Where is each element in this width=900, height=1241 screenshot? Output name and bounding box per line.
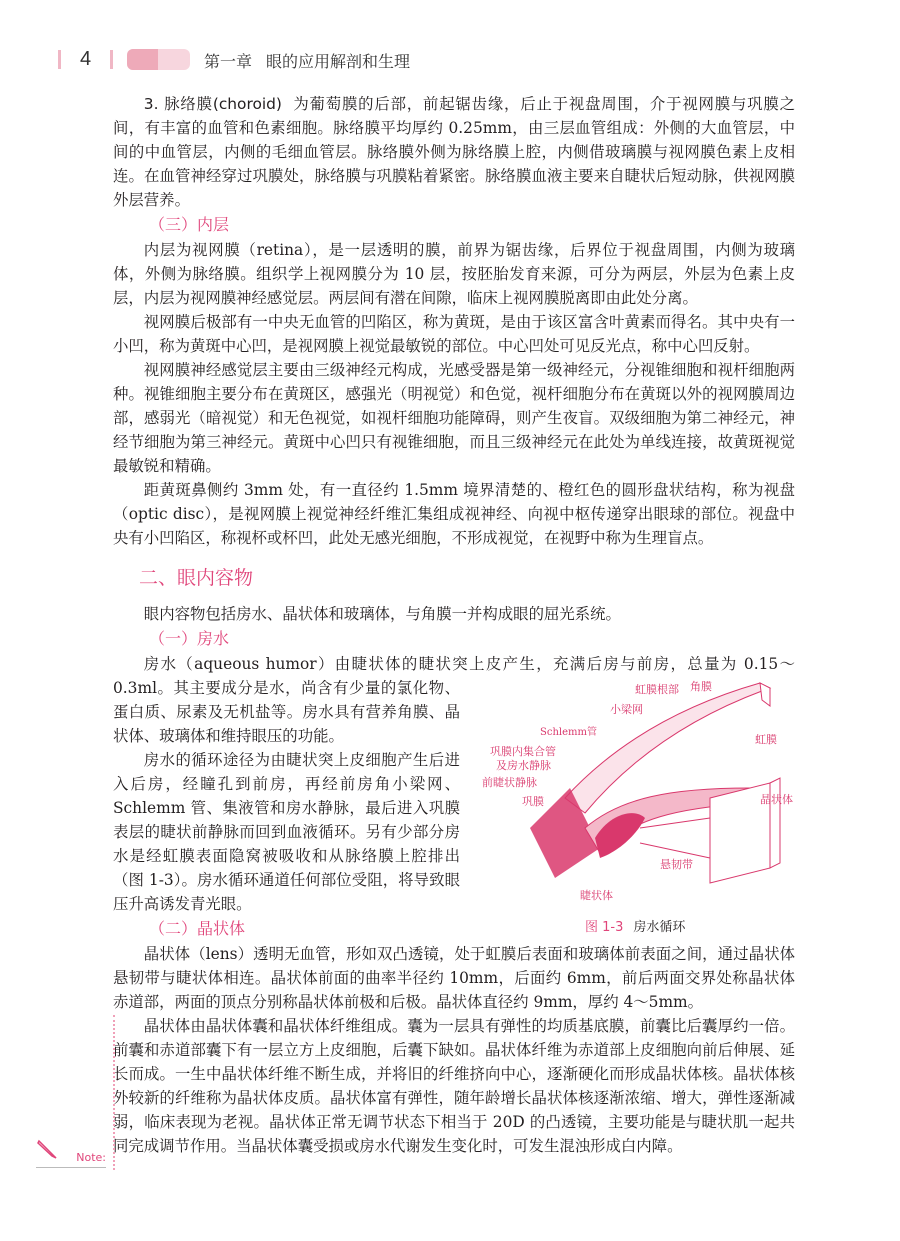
heading-aqueous: （一）房水	[149, 629, 230, 648]
eye-angle-illustration	[470, 678, 795, 914]
label-sclera: 巩膜	[522, 795, 544, 808]
figure-number: 图 1-3	[585, 920, 624, 935]
paragraph: 视网膜后极部有一中央无血管的凹陷区，称为黄斑，是由于该区富含叶黄素而得名。其中央有一小凹，称为黄斑中心凹，是视网膜上视觉最敏锐的部位。中心凹处可见反光点，称中心凹反射。	[113, 313, 795, 355]
label-iris: 虹膜	[755, 733, 777, 746]
chapter-title: 眼的应用解剖和生理	[266, 52, 411, 71]
label-zonule: 悬韧带	[660, 858, 693, 871]
paragraph: 距黄斑鼻侧约 3mm 处，有一直径约 1.5mm 境界清楚的、橙红色的圆形盘状结构，称为视盘（optic disc），是视网膜上视觉神经纤维汇集组成视神经、向视中枢传递穿出眼球的部位。视盘中央有小凹陷区，称视杯或杯凹，此处无感光细胞，不形成视觉，在视野中称为生理盲点。	[113, 481, 795, 547]
choroid-text: 为葡萄膜的后部，前起锯齿缘，后止于视盘周围，介于视网膜与巩膜之间，有丰富的血管和色素细胞。脉络膜平均厚约 0.25mm，由三层血管组成：外侧的大血管层，中间的中血管层，内侧的毛细血管层。脉络膜外侧为脉络膜上腔，内侧借玻璃膜与视网膜色素上皮相连。在血管神经穿过巩膜处，脉络膜与巩膜粘着紧密。脉络膜血液主要来自睫状后短动脉，供视网膜外层营养。	[113, 95, 795, 209]
paragraph: 内层为视网膜（retina），是一层透明的膜，前界为锯齿缘，后界位于视盘周围，内侧为玻璃体，外侧为脉络膜。组织学上视网膜分为 10 层，按胚胎发育来源，可分为两层，外层为色素上皮层，内层为视网膜神经感觉层。两层间有潜在间隙，临床上视网膜脱离即由此处分离。	[113, 241, 795, 307]
paragraph: 晶状体由晶状体囊和晶状体纤维组成。囊为一层具有弹性的均质基底膜，前囊比后囊厚约一倍。前囊和赤道部囊下有一层立方上皮细胞，后囊下缺如。晶状体纤维为赤道部上皮细胞向前后伸展、延长而成。一生中晶状体纤维不断生成，并将旧的纤维挤向中心，逐渐硬化而形成晶状体核。晶状体核外较新的纤维称为晶状体皮质。晶状体富有弹性，随年龄增长晶状体核逐渐浓缩、增大，弹性逐渐减弱，临床表现为老视。晶状体正常无调节状态下相当于 20D 的凸透镜，主要功能是与睫状肌一起共同完成调节作用。当晶状体囊受损或房水代谢发生变化时，可发生混浊形成白内障。	[113, 1017, 795, 1155]
paragraph-choroid	[113, 92, 795, 212]
note-label: Note:	[76, 1151, 106, 1164]
page-body	[113, 92, 795, 1158]
figure-aqueous-circulation	[470, 678, 795, 940]
paragraph: 房水的循环途径为由睫状突上皮细胞产生后进入后房，经瞳孔到前房，再经前房角小梁网、Schlemm 管、集液管和房水静脉，最后进入巩膜表层的睫状前静脉而回到血液循环。另有少部分房水是经虹膜表面隐窝被吸收和从脉络膜上腔排出（图 1-3）。房水循环通道任何部位受阻，将导致眼压升高诱发青光眼。	[113, 751, 460, 913]
paragraph: 晶状体（lens）透明无血管，形如双凸透镜，处于虹膜后表面和玻璃体前表面之间，通过晶状体悬韧带与睫状体相连。晶状体前面的曲率半径约 10mm，后面约 6mm，前后两面交界处称晶状体赤道部，两面的顶点分别称晶状体前极和后极。晶状体直径约 9mm，厚约 4～5mm。	[113, 945, 795, 1011]
label-ciliary-body: 睫状体	[580, 889, 613, 902]
header-decoration	[127, 49, 190, 70]
label-collector1: 巩膜内集合管	[490, 745, 556, 758]
chapter-number: 第一章	[204, 52, 253, 71]
section-heading: 二、眼内容物	[139, 567, 254, 589]
paragraph: 视网膜神经感觉层主要由三级神经元构成，光感受器是第一级神经元，分视锥细胞和视杆细胞两种。视锥细胞主要分布在黄斑区，感强光（明视觉）和色觉，视杆细胞分布在黄斑以外的视网膜周边部，感弱光（暗视觉）和无色视觉，如视杆细胞功能障碍，则产生夜盲。双级细胞为第二神经元，神经节细胞为第三神经元。黄斑中心凹只有视锥细胞，而且三级神经元在此处为单线连接，故黄斑视觉最敏锐和精确。	[113, 361, 795, 475]
label-iris-root: 虹膜根部	[635, 683, 679, 696]
pen-icon	[36, 1138, 58, 1160]
note-area	[36, 1138, 106, 1168]
label-cornea: 角膜	[690, 680, 712, 693]
label-schlemm: Schlemm管	[540, 727, 597, 738]
choroid-title: 3. 脉络膜(choroid)	[143, 95, 282, 113]
note-margin-divider	[113, 1015, 115, 1170]
label-trabecular: 小梁网	[610, 703, 643, 716]
heading-inner-layer: （三）内层	[149, 215, 230, 234]
paragraph: 眼内容物包括房水、晶状体和玻璃体，与角膜一并构成眼的屈光系统。	[143, 605, 621, 623]
figure-title: 房水循环	[633, 920, 686, 935]
page-header	[0, 48, 900, 72]
chapter-heading	[204, 49, 424, 72]
label-collector2: 及房水静脉	[496, 759, 551, 772]
label-lens: 晶状体	[760, 793, 793, 806]
label-ant-ciliary-vein: 前睫状静脉	[482, 776, 537, 789]
paragraph: 房水（aqueous humor）由睫状体的睫状突上皮产生，充满后房与前房，总量为 0.15～0.3ml。其主要成分是水，尚含有少量的氯化物、蛋白质、尿素及无机盐等。房水具有营养角膜、晶状体、玻璃体和维持眼压的功能。	[113, 655, 795, 745]
page-number: 4	[80, 48, 92, 70]
header-divider	[110, 50, 113, 69]
heading-lens: （二）晶状体	[149, 919, 246, 938]
header-divider	[58, 50, 61, 69]
figure-caption	[585, 916, 685, 935]
note-underline	[36, 1167, 106, 1168]
